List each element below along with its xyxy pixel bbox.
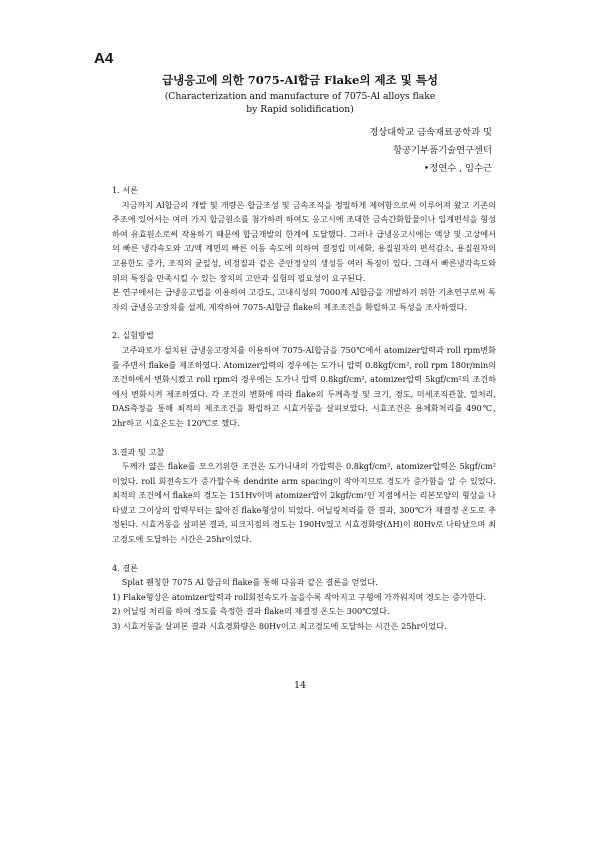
conclusion-intro: Splat 퀜칭한 7075 Al 합금의 flake를 통해 다음과 같은 결론을 얻었다. <box>121 577 378 588</box>
paper-body <box>112 183 496 634</box>
results-paragraph: 두께가 얇은 flake를 모으기위한 조건은 도가니내의 가압력은 0.8kgf/cm², atomizer압력은 5kgf/cm²이었다. roll 회전속도가 증가할수록 dendrite arm spacing이 작아지므로 경도가 증가함을 알 수 있었다. 최적의 조건에서 flake의 경도는 151Hv이며 atomizer압이 2kgf/cm²인 지점에서는 리본모양의 형상을 나타냈고 그이상의 압력부터는 얇아진 flake형상이 되었다. 어닐링처리를 한 결과, 300℃가 재결정 온도로 추정된다. 시효거동을 살펴본 결과, 피크지점의 경도는 190Hv였고 시효경화량(ΔH)이 80Hv로 나타났으며 최고경도에 도달하는 시간은 25hr이었다. <box>112 461 496 545</box>
conclusion-item: 1) Flake형상은 atomizer압력과 roll회전속도가 높을수록 작아지고 구형에 가까워지며 경도는 증가한다. <box>112 591 487 602</box>
method-paragraph: 고주파로가 설치된 급냉응고장치를 이용하여 7075-Al합금을 750℃에서 atomizer압력과 roll rpm변화를 주면서 flake를 제조하였다. Atomizer압력의 경우에는 도가니 압력 0.8kgf/cm², roll rpm 180r/min의 조건하에서 변화시켰고 roll rpm의 경우에는 도가니 압력 0.8kgf/cm², atomizer압력 5kgf/cm²의 조건하에서 변화시켜 제조하였다. 각 조건의 변화에 따라 flake의 두께측정 및 크기, 경도, 미세조직관찰, 열처리, DAS측정을 통해 최적의 제조조건을 확립하고 시효거동을 살펴보았다. 시효조건은 용체화처리를 490℃, 2hr하고 시효온도는 120℃로 했다. <box>112 344 496 428</box>
section-heading-intro: 1. 서론 <box>112 185 139 195</box>
affiliation-line: 경상대학교 금속재료공학과 및 <box>369 127 492 138</box>
paper-title: 급냉응고에 의한 7075-Al합금 Flake의 제조 및 특성 <box>162 73 438 87</box>
affiliation-line: 항공기부품기술연구센터 <box>393 145 492 156</box>
conclusion-item: 2) 어닐링 처리를 하여 경도를 측정한 결과 flake의 재결정 온도는 300℃였다. <box>112 606 390 617</box>
section-heading-method: 2. 실험방법 <box>112 330 154 341</box>
section-heading-results: 3.결과 및 고찰 <box>112 446 165 457</box>
paper-subtitle <box>0 90 600 116</box>
subtitle-line: by Rapid solidification) <box>246 104 354 115</box>
author-names: •정연수 , 임수근 <box>423 163 492 174</box>
affiliation-block <box>369 124 492 178</box>
page-number: 14 <box>293 680 307 691</box>
intro-paragraph: 지금까지 Al합금의 개발 및 개량은 합금조성 및 금속조직을 정밀하게 제어함으로써 이루어져 왔고 기존의 주조에 있어서는 여러 가지 합금원소를 첨가하려 하여도 응고시에 조대한 금속간화합물이나 입계편석을 형성하여 유효원소로써 작용하기 때문에 합금개발의 한계에 도달했다. 그러나 급냉응고시에는 액상 및 고상에서의 빠른 냉각속도와 고/액 계면의 빠른 이동 속도에 의하여 결정립 미세화, 용질원자의 편석감소, 용질원자의 고용한도 증가, 조직의 균일성, 비정질과 같은 준안정상의 생성등 여러 특징이 있다. 그래서 빠른냉각속도와 위의 특징을 만족시킬 수 있는 장치의 고안과 실험의 필요성이 요구된다. <box>112 199 496 283</box>
abstract-tag: A4 <box>94 50 114 67</box>
subtitle-line: (Characterization and manufacture of 7075-Al alloys flake <box>164 91 436 102</box>
conclusion-item: 3) 시효거동을 살펴본 결과 시효경화량은 80Hv이고 최고경도에 도달하는 시간은 25hr이었다. <box>112 621 447 632</box>
intro-paragraph: 본 연구에서는 급냉응고법을 이용하여 고강도, 고내식성의 7000계 Al합금을 개발하기 위한 기초연구로써 독자의 급냉응고장치를 설계, 제작하여 7075-Al합금 flake의 제조조건을 확립하고 특성을 조사하였다. <box>112 287 496 312</box>
section-heading-conclusion: 4. 결론 <box>112 562 139 573</box>
